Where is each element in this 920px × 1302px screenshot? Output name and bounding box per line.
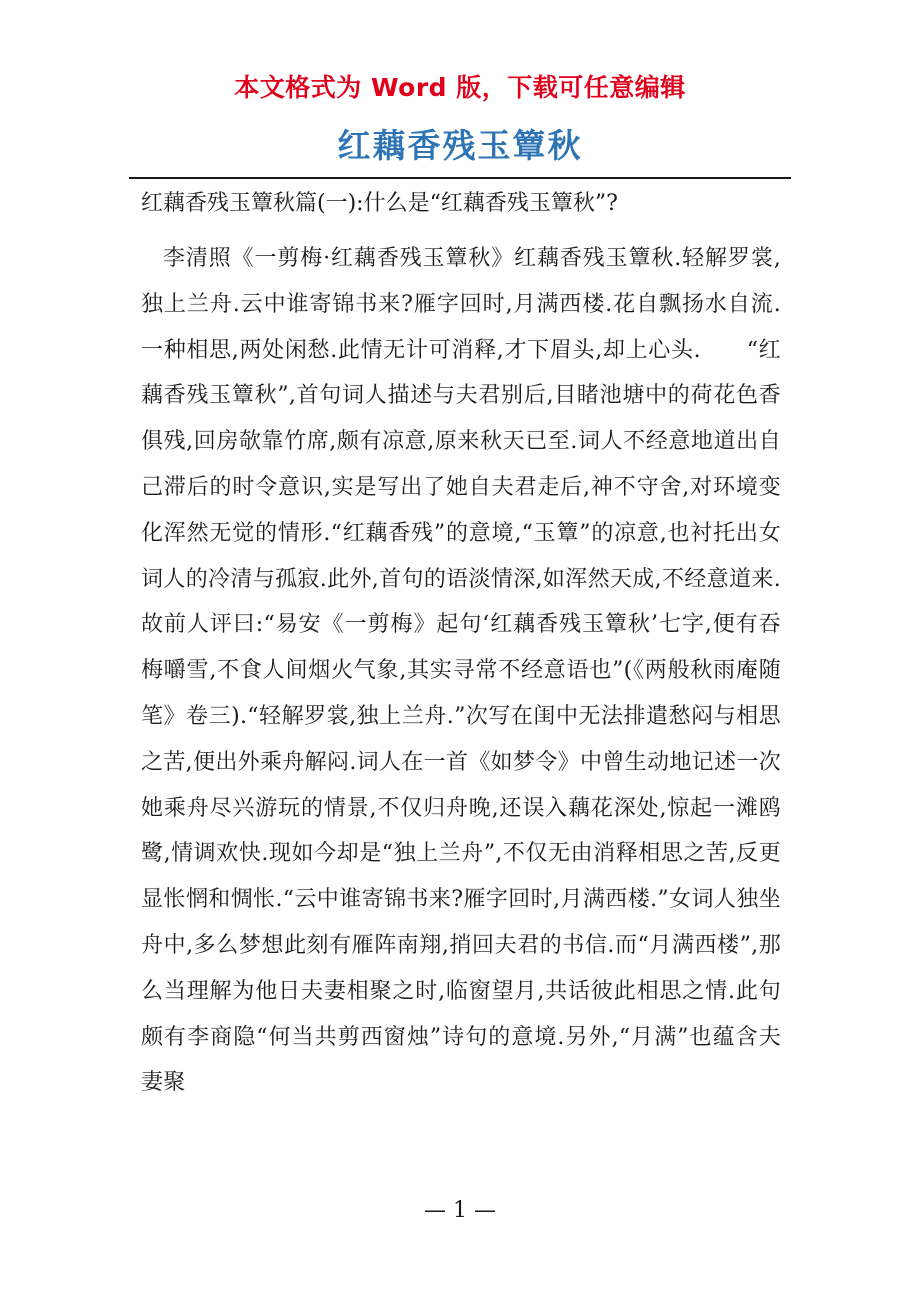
- body-paragraph: 李清照《一剪梅·红藕香残玉簟秋》红藕香残玉簟秋.轻解罗裳,独上兰舟.云中谁寄锦书来?雁字回时,月满西楼.花自飘扬水自流.一种相思,两处闲愁.此情无计可消释,才下眉头,却上心头. “红藕香残玉簟秋”,首句词人描述与夫君别后,目睹池塘中的荷花色香俱残,回房欹靠竹席,颇有凉意,原来秋天已至.词人不经意地道出自己滞后的时令意识,实是写出了她自夫君走后,神不守舍,对环境变化浑然无觉的情形.“红藕香残”的意境,“玉簟”的凉意,也衬托出女词人的冷清与孤寂.此外,首句的语淡情深,如浑然天成,不经意道来.故前人评曰:“易安《一剪梅》起句‘红藕香残玉簟秋’七字,便有吞梅嚼雪,不食人间烟火气象,其实寻常不经意语也”(《两般秋雨庵随笔》卷三).“轻解罗裳,独上兰舟.”次写在闺中无法排遣愁闷与相思之苦,便出外乘舟解闷.词人在一首《如梦令》中曾生动地记述一次她乘舟尽兴游玩的情景,不仅归舟晚,还误入藕花深处,惊起一滩鸥鹭,情调欢快.现如今却是“独上兰舟”,不仅无由消释相思之苦,反更显怅惘和惆怅.“云中谁寄锦书来?雁字回时,月满西楼.”女词人独坐舟中,多么梦想此刻有雁阵南翔,捎回夫君的书信.而“月满西楼”,那么当理解为他日夫妻相聚之时,临窗望月,共话彼此相思之情.此句颇有李商隐“何当共剪西窗烛”诗句的意境.另外,“月满”也蕴含夫妻聚: [141, 246, 781, 1096]
- page-number: — 1 —: [424, 1198, 496, 1223]
- format-notice: 本文格式为 Word 版，下载可任意编辑: [234, 73, 686, 102]
- section-heading: 红藕香残玉簟秋篇(一):什么是“红藕香残玉簟秋”?: [141, 191, 618, 216]
- document-title: 红藕香残玉簟秋: [337, 126, 583, 165]
- header-divider: [129, 177, 791, 179]
